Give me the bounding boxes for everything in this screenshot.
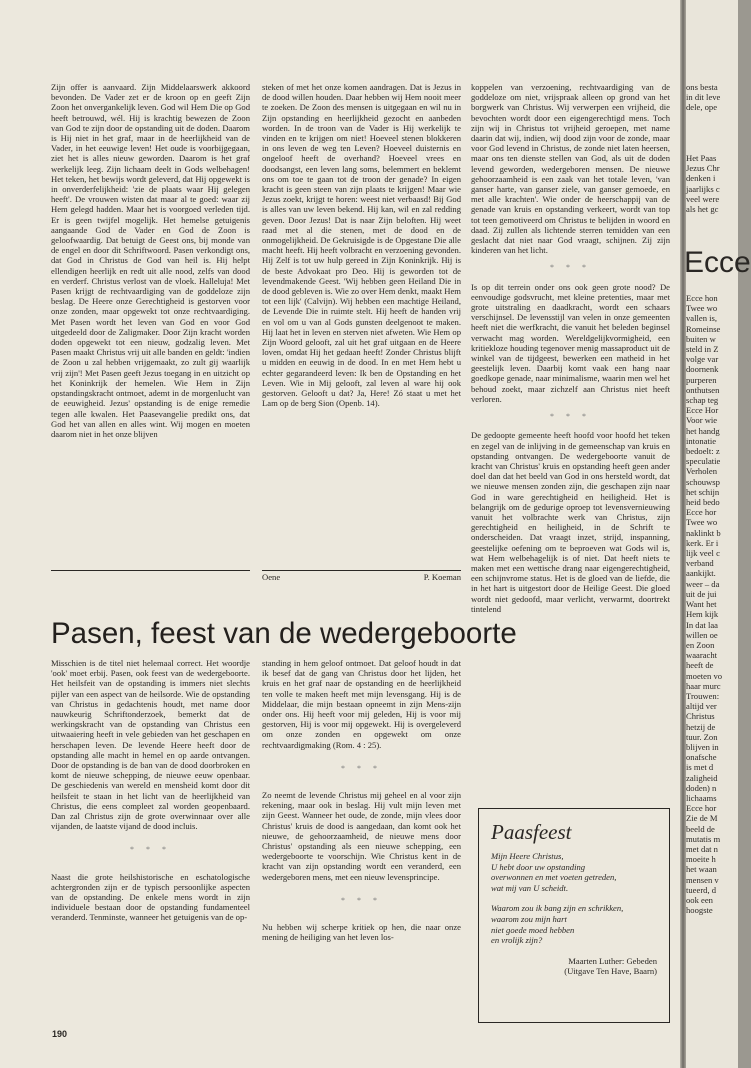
- right-page-line: ons besta: [686, 82, 718, 92]
- article-text: De gedoopte gemeente heeft hoofd voor hoofd het teken en zegel van de inlijving in de gemeenschap van kruis en opstanding ontvangen. De wedergeboorte vanuit de kracht van Christus' kruis en opstanding heeft geen ander doel dan dat het beeld van God in ons hersteld wordt, dat we nieuwe mensen zonden zijn, die geschapen zijn naar God in ware gerechtigheid en heiligheid. Het is belangrijk om de gedurige oproep tot levensvernieuwing vanuit het volbrachte werk van Christus, zijn gerechtigheid en heiligheid, in de Schrift te onderscheiden. Dat vraagt inzet, strijd, inspanning, geestelijke oefening om te beproeven wat Gods wil is, wat Hem welbehagelijk is of niet. Dat heeft niets te maken met een wettische drang naar eigengerechtigheid, een schijnvrome status. Het is de gloed van de liefde, die in het hart is uitgestort door de Heilige Geest. Die gloed wordt niet gedoofd, maar verlicht, verwarmt, doortrekt tintelend: [471, 430, 670, 614]
- right-page-line: veel were: [686, 193, 720, 204]
- right-page-line: weer – da: [686, 578, 720, 589]
- right-page-line: heeft de: [686, 660, 714, 671]
- right-page-line: doden) n: [686, 782, 717, 793]
- right-page-text-top: [686, 82, 738, 113]
- right-page-line: het waan: [686, 864, 717, 875]
- right-page-line: heid bedo: [686, 497, 720, 508]
- right-page-line: speculatie: [686, 456, 721, 467]
- article-text: standing in hem geloof ontmoet. Dat geloof houdt in dat ik besef dat de gang van Christus door het lijden, het kruis en het graf naar de opstanding en de heerlijkheid ten volle te maken heeft met mijn levensgang. Hij is de Middelaar, die mijn bestaan opneemt in zijn Mens-zijn onder ons. Hij heeft voor mij geleden, Hij is voor mij gestorven, Hij is voor mij opgewekt. Hij is overgeleverd om onze zonden en opgewekt om onze rechtvaardigmaking (Rom. 4 : 25).: [262, 658, 461, 750]
- section-divider: * * *: [550, 412, 591, 422]
- signature-rule: [51, 570, 250, 571]
- right-page-line: hoogste: [686, 905, 713, 916]
- bottom-column-1: [51, 658, 250, 1028]
- right-page-line: Christus: [686, 711, 715, 722]
- right-page-line: Twee wo: [686, 303, 718, 314]
- right-page-line: Want het: [686, 599, 717, 610]
- poem-box: [478, 808, 670, 1023]
- right-page-line: het schijn: [686, 486, 720, 497]
- section-divider: * * *: [341, 763, 382, 773]
- right-page-line: volge var: [686, 354, 719, 365]
- article-text: koppelen van verzoening, rechtvaardiging van de goddeloze om niet, vrijspraak alleen op grond van het borgwerk van Christus. Wij verwerpen een vrijheid, die bevochten wordt door een eigengerechtigd mens. Toch zijn wij in Christus tot vrijheid geroepen, met name daarin dat wij, indien, wij dood zijn voor de zonde, maar voor God levend in Christus, de zonde niet laten heersen, maar ons ten dienste stellen van God, als uit de doden levend geworden, wedergeboren mensen. De nieuwe gehoorzaamheid is een zaak van het totale leven, 'van ganser harte, van ganser ziele, van ganser gemoede, en met alle krachten'. Wie onder de heerschappij van de genade van kruis en opstanding verkeert, wordt van top tot teen gemotiveerd om Christus te belijden in woord en daad. Zij zullen als lichtende sterren temidden van een geslacht dat niet naar God vraagt, schijnen. Zij zijn kinderen van het licht.: [471, 82, 670, 256]
- right-page-line: beeld de: [686, 823, 715, 834]
- right-page-line: Hem kijk: [686, 609, 719, 620]
- section-divider: * * *: [341, 895, 382, 905]
- right-page-line: tueerd, d: [686, 884, 717, 895]
- right-page-line: en Zoon: [686, 639, 715, 650]
- right-page-line: In dat laa: [686, 619, 718, 630]
- right-page-line: steld in Z: [686, 344, 719, 355]
- right-page-line: Het Paas: [686, 153, 717, 163]
- right-page-line: tuur. Zon: [686, 731, 718, 742]
- right-page-line: bedoelt: z: [686, 446, 720, 457]
- right-page-line: Ecce Hor: [686, 405, 719, 416]
- signature-rule: [262, 570, 461, 571]
- poem-line: niet goede moed hebben: [491, 924, 575, 935]
- poem-line: waarom zou mijn hart: [491, 913, 567, 924]
- right-page-line: mutatis m: [686, 833, 721, 844]
- poem-line: Mijn Heere Christus,: [491, 851, 564, 861]
- article-text: Nu hebben wij scherpe kritiek op hen, die naar onze mening de heiliging van het leven los-: [262, 922, 461, 943]
- top-column-1: [51, 82, 250, 582]
- top-column-3: [471, 82, 670, 614]
- right-page-line: is met d: [686, 762, 714, 773]
- right-page-line: verband: [686, 558, 714, 569]
- right-page-headline: Ecce: [684, 246, 751, 279]
- article-text: Zo neemt de levende Christus mij geheel en al voor zijn rekening, maar ook in beslag. Hij vult mijn leven met zijn Geest. Wanneer het oude, de zonde, mijn vlees door Christus' kruis de dood is aangedaan, dan komt ook het nieuwe, de gehoorzaamheid, de nieuwe mens door Christus' opstanding als een nieuwe schepping, een wedergeboorte te voorschijn. Wie Christus kent in de kracht van zijn opstanding wordt een veranderd, een wedergeboren mens, met een nieuw levensprincipe.: [262, 790, 461, 882]
- right-page-line: schap teg: [686, 395, 719, 406]
- right-page-line: Jezus Chr: [686, 163, 720, 174]
- right-page-line: onthutsen: [686, 384, 720, 395]
- right-page-line: moeten vo: [686, 670, 723, 681]
- article-headline: Pasen, feest van de wedergeboorte: [51, 617, 517, 650]
- signature-place: Oene: [262, 572, 281, 582]
- poem-line: en vrolijk zijn?: [491, 935, 543, 946]
- right-page-line: blijven in: [686, 741, 719, 752]
- right-page-line: onafsche: [686, 752, 717, 763]
- right-page-line: in dit leve: [686, 92, 721, 103]
- poem-line: wat mij van U scheidt.: [491, 882, 569, 893]
- poem-title: Paasfeest: [491, 820, 572, 844]
- right-page-line: moeite h: [686, 854, 716, 865]
- top-column-2: [262, 82, 461, 562]
- right-page-text-middle: [686, 153, 738, 214]
- right-page-line: denken i: [686, 173, 716, 184]
- right-page-line: hetzij de: [686, 721, 716, 732]
- right-page-line: lijk veel c: [686, 548, 720, 559]
- article-text: steken of met het onze komen aandragen. Dat is Jezus in de dood willen houden. Daar hebben wij Hem nooit meer te zoeken. De Zoon des mensen is uitgegaan en wil nu in Zijn opstanding en heerlijkheid gezocht en aanbeden worden. In de troon van de Vader is Hij werkelijk te vinden en te krijgen om niet! Hoeveel stenen blokkeren in ons leven de weg ten Leven? Hoeveel duisternis en ongeloof heeft de overhand? Hoeveel vrees en doodsangst, een leven lang soms, belemmert en beklemt ons om toe te gaan tot de troon der genade? In eigen kracht is geen steen van zijn plaats te krijgen! Maar wie Jezus zoekt, krijgt te horen: weest niet verbaasd! Bij God is alles van uw leven bekend. Hij kan, wil en zal redding geven. Door Jezus! Dat is naar Zijn beloften. Hij weet raad met al die stenen, met de dood en de onmogelijkheid. De Gekruisigde is de Opgestane Die alle macht heeft. Hij heeft volbracht en verzoening gevonden. Hij Zelf is tot uw hulp gereed in Zijn Koninkrijk. Hij is de beste Advokaat pro Deo. Hij is geworden tot de levendmakende Geest. 'Wij hebben geen Heiland Die in de dood gebleven is. Wie zo over Hem denkt, maakt Hem tot een lijk' (Calvijn). Wij hebben een machtige Heiland, de Levende Die in ruimte stelt. Hij heeft de handen vrij en vol om u van al Gods gunsten deelgenoot te maken. Hij laat het in leven en sterven niet afweten. Wie Hem op Zijn Woord gelooft, zal uit het graf uitgaan en de Heere loven, omdat Hij het gedaan heeft! Zonder Christus blijft u midden en eeuwig in de dood. In en met Hem hebt u echter gegarandeerd leven: Ik ben de Opstanding en het Leven. Wie in Mij gelooft, zal leven al ware hij ook gestorven. Gelooft u dat? Ja, Here! Zó staat u met het Lam op de berg Sion (Openb. 14).: [262, 82, 461, 409]
- right-page-line: Voor wie: [686, 415, 718, 426]
- right-page-line: zaligheid: [686, 772, 718, 783]
- right-page-line: altijd ver: [686, 701, 717, 712]
- right-page-line: Trouwen:: [686, 690, 720, 701]
- poem-line: U hebt door uw opstanding: [491, 861, 586, 872]
- right-page-line: doornenk: [686, 364, 719, 375]
- right-page-line: als het gc: [686, 204, 719, 215]
- right-page-line: waaracht: [686, 650, 718, 661]
- poem-credit: [491, 956, 657, 977]
- poem-stanza: [491, 903, 657, 945]
- author-signature: [262, 572, 461, 586]
- right-page-line: lichaams: [686, 792, 717, 803]
- right-page-line: buiten w: [686, 333, 716, 344]
- page-number: 190: [52, 1029, 68, 1039]
- right-page-line: haar murc: [686, 680, 721, 691]
- right-page-line: Zie de M: [686, 813, 718, 824]
- section-divider: * * *: [130, 845, 171, 855]
- right-page-line: jaarlijks c: [686, 183, 720, 194]
- right-page-line: Ecce hon: [686, 293, 718, 303]
- right-page-line: aankijkt.: [686, 568, 716, 579]
- poem-stanza: [491, 851, 657, 893]
- right-page-line: ook een: [686, 894, 713, 905]
- right-page-line: dele, ope: [686, 102, 718, 113]
- poem-credit-publisher: (Uitgave Ten Have, Baarn): [564, 966, 657, 977]
- right-page-text-bottom: [686, 293, 738, 915]
- right-page-line: intonatie: [686, 435, 717, 446]
- right-page-line: willen oe: [686, 629, 718, 640]
- bottom-column-2: [262, 658, 461, 1028]
- section-divider: * * *: [550, 263, 591, 273]
- right-page-line: Verholen: [686, 466, 718, 477]
- right-page-line: kerk. Er i: [686, 537, 719, 548]
- right-page-line: vallen is,: [686, 313, 718, 324]
- article-text: Naast die grote heilshistorische en eschatologische achtergronden zijn er de typisch persoonlijke aspecten van de opstanding. De enkele mens wordt in zijn individuele bestaan door de opstanding fundamenteel veranderd. Tenminste, wanneer het getuigenis van de op-: [51, 871, 250, 923]
- magazine-page-right-partial: [684, 0, 751, 1068]
- right-page-line: Romeinse: [686, 323, 721, 334]
- right-page-line: schouwsp: [686, 476, 720, 487]
- poem-credit-source: Maarten Luther: Gebeden: [568, 955, 657, 966]
- right-page-line: purperen: [686, 374, 717, 385]
- poem-line: overwonnen en met voeten getreden,: [491, 872, 617, 883]
- article-text: Misschien is de titel niet helemaal correct. Het woordje 'ook' moet erbij. Pasen, ook feest van de wedergeboorte. Het heilsfeit van de opstanding is immers niet slechts pijler van een aspect van de heilsorde. Wie de opstanding van Christus in gedachtenis houdt, met name door nauwkeurig Schriftonderzoek, bemerkt dat de werkingskracht van de opstanding van Christus een uitwaaiering heeft in vele gebieden van het geschapen en herschapen leven. De levende Heere heeft door de opstanding alle macht in hemel en op aarde ontvangen. Door de opstanding is de ban van de dood doorbroken en komt de nieuwe schepping, de nieuwe eeuw openbaar. De geschiedenis van wereld en mensheid komt door dit heilsfeit te staan in het licht van de heerlijkheid van Christus, die eens compleet zal worden geopenbaard. Dan zal Christus zijn de grote overwinnaar over alle vijanden, de laatste vijand de dood incluis.: [51, 658, 250, 832]
- signature-author: P. Koeman: [423, 572, 461, 582]
- right-page-line: Twee wo: [686, 517, 718, 528]
- right-page-line: mensen v: [686, 874, 719, 885]
- poem-line: Waarom zou ik bang zijn en schrikken,: [491, 903, 624, 914]
- article-text: Zijn offer is aanvaard. Zijn Middelaarswerk akkoord bevonden. De Vader zet er de kroon op en geeft Zijn Zoon het onvergankelijk leven. God wil Hem Die op God heeft betrouwd, wél. Hij is krachtig bewezen de Zoon van God te zijn door de opstanding uit de doden. Daarom is Hij niet in het graf, maar in de heerlijkheid van de Vader, in het eeuwige leven! Het oude is voorbijgegaan, ziet het is alles nieuw geworden. Daarom is het graf werkelijk leeg. Zijn lichaam deelt in Gods welbehagen! Het teken, het bewijs wordt geleverd, dat Hij opgewekt is in onverderfelijkheid: 'zie de plaats waar Hij gelegen heeft'. De vrouwen wisten dat maar al te goed: waar zij Hem gelegd hadden. Maar het is voorgoed verleden tijd. Er is geen twijfel mogelijk. Het hemelse getuigenis aangaande God de Vader en God de Zoon is geloofwaardig. Dat betuigt de Geest ons, bij monde van de engel en door dit Schriftwoord. Pasen verkondigt ons, dat God in Christus de God van heil is. Hij helpt ellendigen heerlijk en redt uit alle nood, zelfs van dood en verderf. Christus verlost van de vloek. Halleluja! Met Pasen krijgt de rechtvaardiging van de goddeloze zijn beslag. De Heere onze Gerechtigheid is gestorven voor onze zonden, maar opgewekt tot onze rechtvaardiging. Met Pasen wordt het leven van God en voor God uitgedeeld door de Zaligmaker. Door Zijn kracht worden doden opgewekt tot een nieuw, godzalig leven. Met Pasen maakt Christus vrij uit alle banden en geldt: 'indien de Zoon u zal hebben vrijgemaakt, zo zult gij waarlijk vrij zijn'! Met Pasen geeft Jezus toegang in en uitzicht op het Koninkrijk der hemelen. Wie Hem in Zijn opstandingskracht ontmoet, ademt in de morgenlucht van de eeuwigheid. Jezus' opstanding is de enige remedie tegen alle kwalen. Het Paasevangelie predikt ons, dat God het van allen en alles wint. Wij mogen en moeten daarom niet in het onze blijven: [51, 82, 250, 439]
- right-page-line: Ecce hor: [686, 507, 717, 518]
- right-page-line: uit de jui: [686, 588, 717, 599]
- right-page-line: met dat n: [686, 843, 718, 854]
- right-page-line: Ecce hor: [686, 803, 717, 814]
- right-page-line: het handg: [686, 425, 720, 436]
- right-page-line: naklinkt b: [686, 527, 721, 538]
- article-text: Is op dit terrein onder ons ook geen grote nood? De eenvoudige godsvrucht, met kleine pretenties, maar met grote uitstraling en daadkracht, wordt een schaars verschijnsel. De levensstijl van velen in onze gemeenten heeft niet die werfkracht, die vanuit het beleden beginsel verwacht mag worden. Wereldgelijkvormigheid, een kritiekloze houding tegenover menig massaproduct uit de winkel van de tijdgeest, bewerken een matheid in het geestelijk leven. Daarbij komt vaak een hang naar goedkope genade, naar minimalisme, waarin men wel het behoud zoekt, maar zichzelf aan Christus niet heeft verloren.: [471, 281, 670, 404]
